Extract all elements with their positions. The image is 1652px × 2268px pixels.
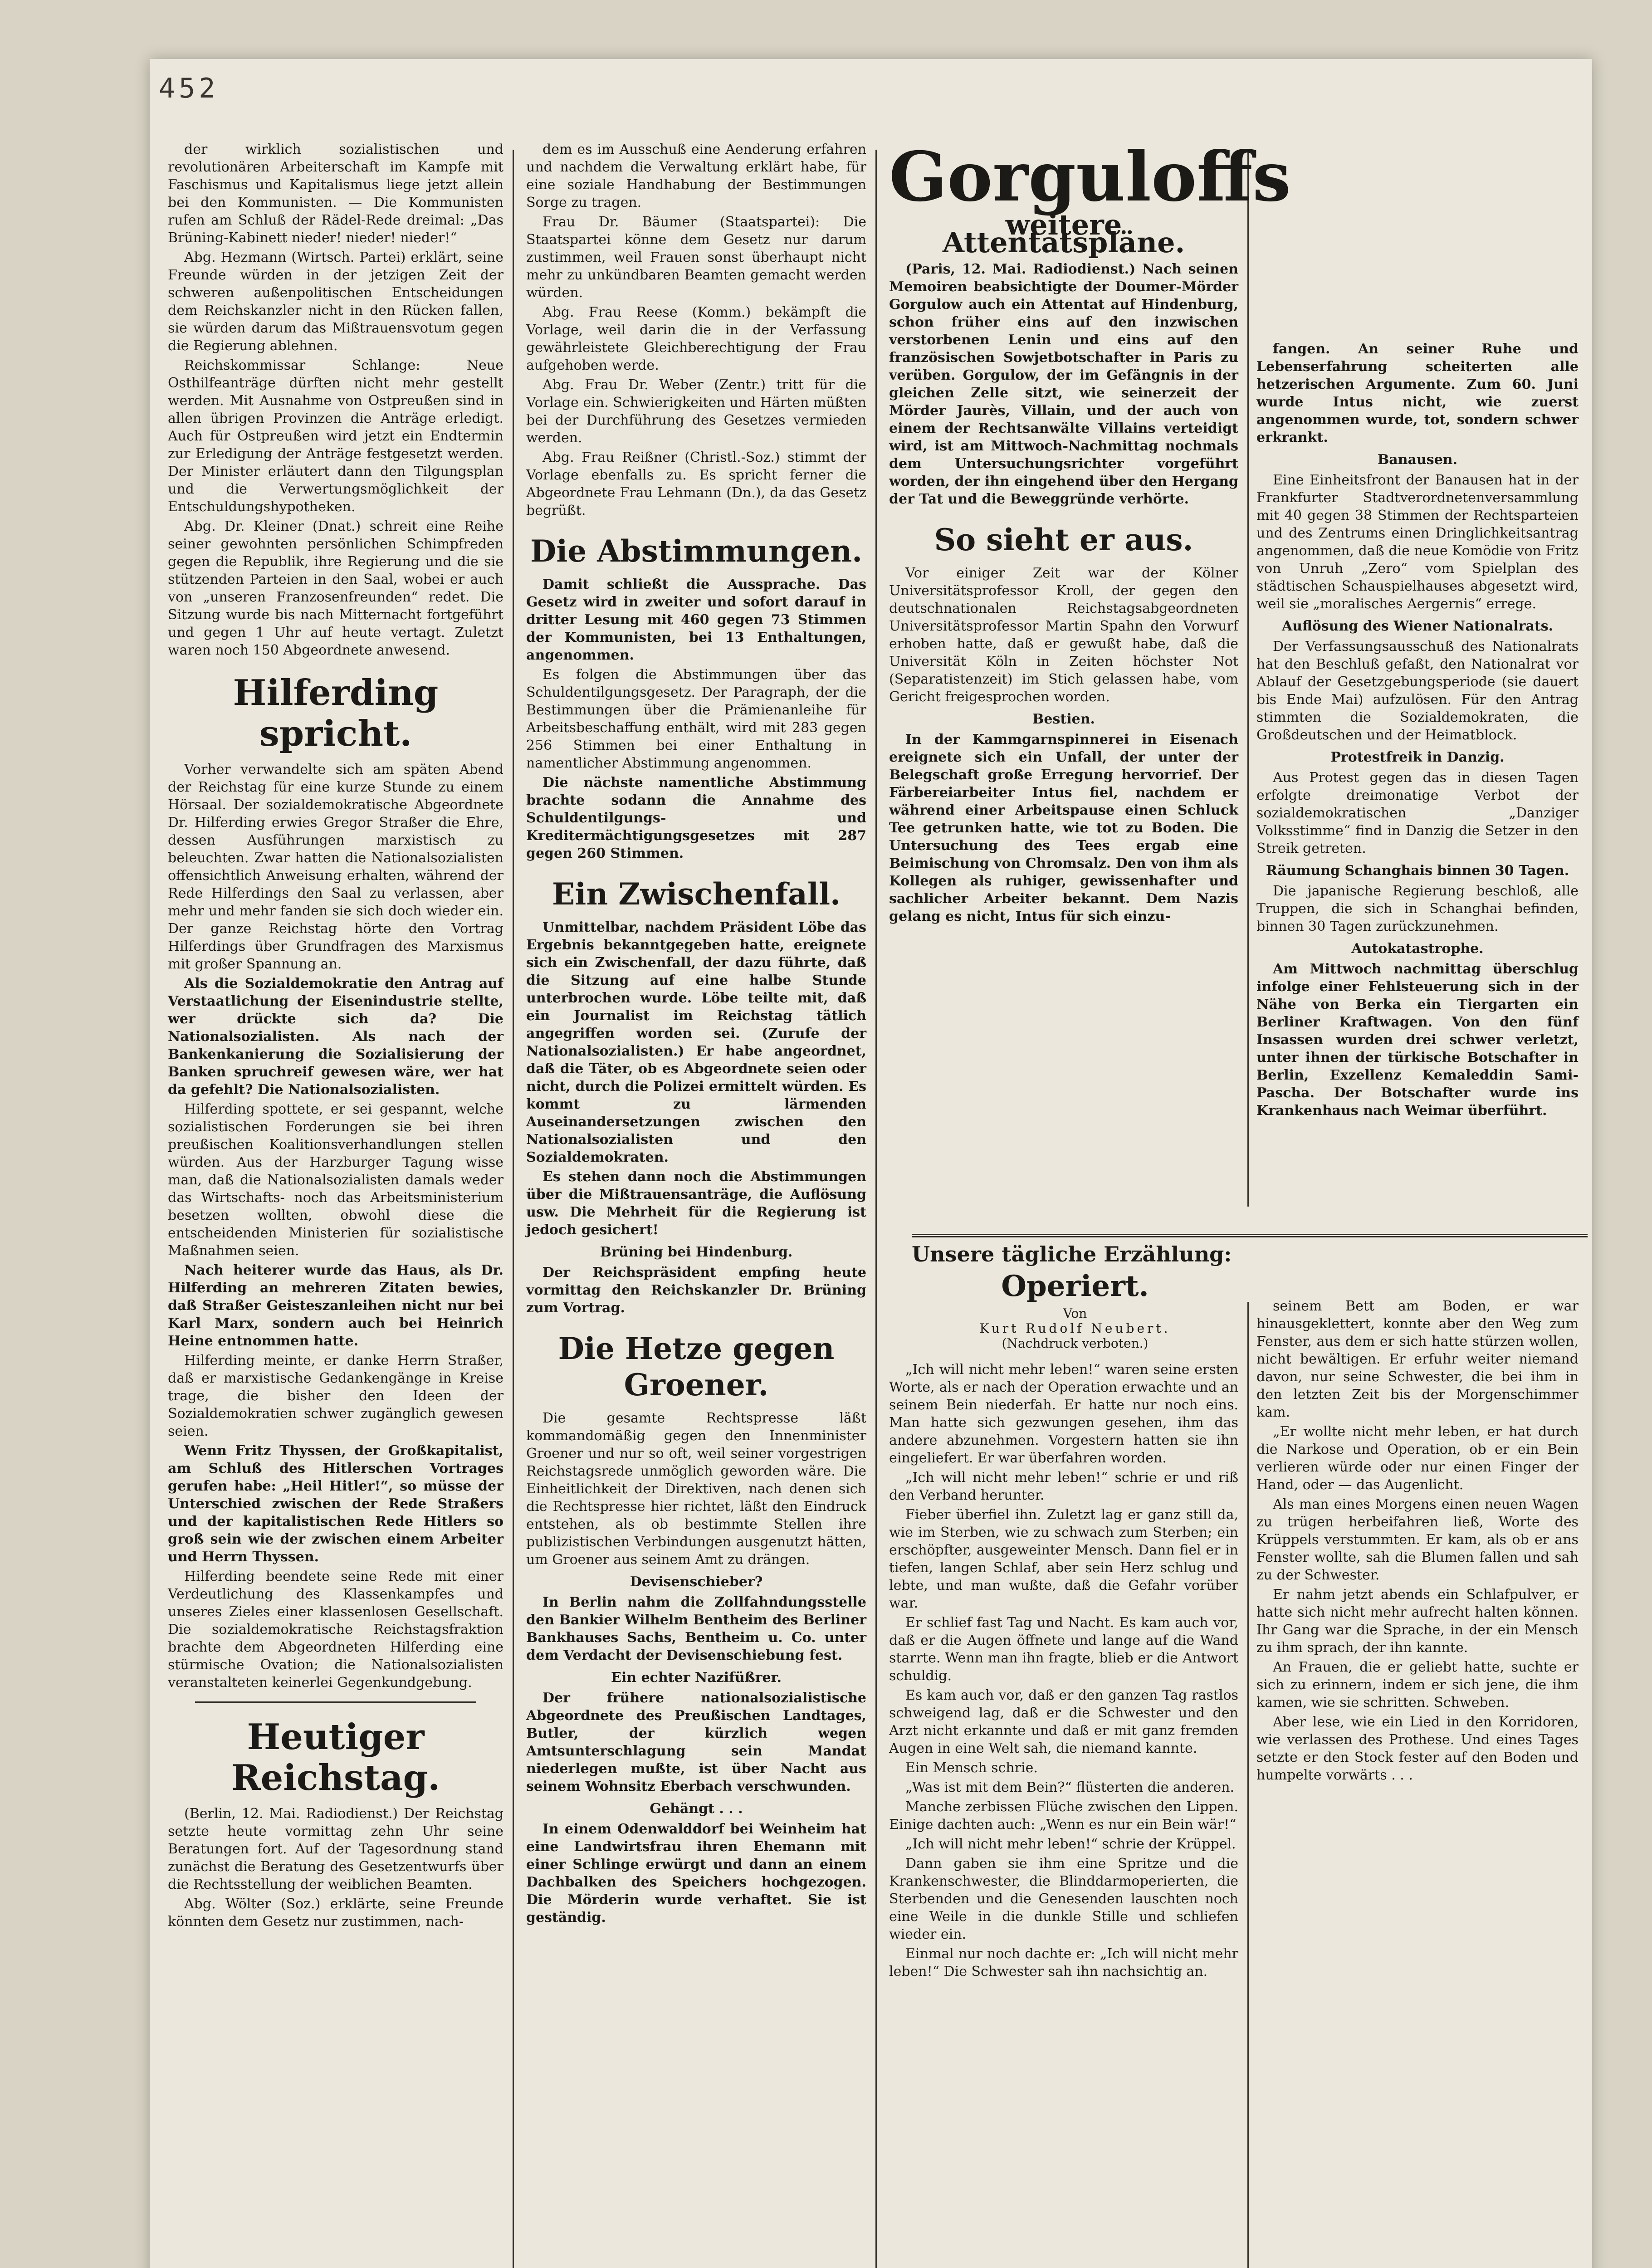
column-1 — [168, 141, 503, 1932]
headline-hilferding: Hilferding spricht. — [233, 672, 439, 754]
headline-so-sieht-er-aus: So sieht er aus. — [934, 522, 1193, 557]
paragraph: Damit schließt die Aussprache. Das Gesetz wird in zweiter und sofort darauf in dritter Lesung mit 460 gegen 73 Stimmen der Kommunisten, bei 13 Enthaltungen, angenommen. — [526, 577, 866, 663]
paragraph: Als man eines Morgens einen neuen Wagen zu trügen herbeifahren ließ, Worte des Krüppels verstummten. Er kam, als ob er ans Fenster wollte, sah die Blumen fallen und sah zu der Schwester. — [1256, 1496, 1579, 1583]
paragraph: Einmal nur noch dachte er: „Ich will nicht mehr leben!“ Die Schwester sah ihn nachsichtig an. — [889, 1946, 1238, 1980]
subheading: Räumung Schanghais binnen 30 Tagen. — [1266, 863, 1569, 879]
subheading: Ein echter Nazifüßrer. — [611, 1670, 782, 1686]
headline-abstimmungen: Die Abstimmungen. — [530, 533, 863, 569]
paragraph: Abg. Frau Reese (Komm.) bekämpft die Vorlage, weil darin die in der Verfassung gewährleistete Gleichberechtigung der Frau aufgehoben werde. — [526, 304, 866, 373]
paragraph: Er nahm jetzt abends ein Schlafpulver, er hatte sich nicht mehr aufrecht halten können. Ihr Gang war die Sprache, in der ein Mensch zu ihm sprach, der ihn kannte. — [1256, 1587, 1579, 1656]
paragraph: „Er wollte nicht mehr leben, er hat durch die Narkose und Operation, ob er ein Bein verlieren würde oder nur einen Finger der Hand, oder — das Augenlicht. — [1256, 1424, 1579, 1493]
paragraph: dem es im Ausschuß eine Aenderung erfahren und nachdem die Verwaltung erklärt habe, für eine soziale Handhabung der Bestimmungen Sorge zu tragen. — [526, 142, 866, 210]
column-4 — [1256, 340, 1579, 1225]
subheading: Autokatastrophe. — [1351, 941, 1484, 957]
subheadline-attentatsplaene: weitere Attentatspläne. — [942, 208, 1185, 259]
paragraph: „Ich will nicht mehr leben!“ waren seine ersten Worte, als er nach der Operation erwachte und an seinem Bein niederfah. Er hatte nur noch eins. Man hatte sich gezwungen gesehen, ihm das andere abzunehmen. Vorgestern hatten sie ihn eingeliefert. Er war überfahren worden. — [889, 1362, 1238, 1466]
paragraph: Manche zerbissen Flüche zwischen den Lippen. Einige dachten auch: „Wenn es nur ein Bein wär!“ — [889, 1799, 1238, 1833]
paragraph: Hilferding meinte, er danke Herrn Straßer, daß er marxistische Gedankengänge in Kreise trage, die bisher den Ideen der Sozialdemokratien schwer zugänglich gewesen seien. — [168, 1353, 503, 1439]
paragraph: Aber lese, wie ein Lied in den Korridoren, wie verlassen des Prothese. Und eines Tages setzte er den Stock fester auf den Boden und humpelte vorwärts . . . — [1256, 1714, 1579, 1783]
subheading: Protestfreik in Danzig. — [1330, 749, 1505, 765]
paragraph: (Paris, 12. Mai. Radiodienst.) Nach seinen Memoiren beabsichtigte der Doumer-Mörder Gorgulow auch ein Attentat auf Hindenburg, schon früher eins auf den inzwischen verstorbenen Lenin und eins auf den französischen Sowjetbotschafter in Paris zu verüben. Gorgulow, der im Gefängnis in der gleichen Zelle sitzt, wie seinerzeit der Mörder Jaurès, Villain, und der auch von einem der Rechtsanwälte Villains verteidigt wird, ist am Mittwoch-Nachmittag nochmals dem Untersuchungsrichter vorgeführt worden, der ihn eingehend über den Hergang der Tat und die Beweggründe verhörte. — [889, 261, 1238, 507]
headline-groener: Die Hetze gegen Groener. — [558, 1331, 835, 1403]
paragraph: Nach heiterer wurde das Haus, als Dr. Hilferding an mehreren Zitaten bewies, daß Straßer Geisteszanleihen nicht nur bei Karl Marx, sondern auch bei Heinrich Heine entnommen hatte. — [168, 1262, 503, 1349]
paragraph: Als die Sozialdemokratie den Antrag auf Verstaatlichung der Eisenindustrie stellte, wer drückte sich da? Die Nationalsozialisten. Als nach der Bankenkanierung die Sozialisierung der Banken spruchreif gewesen wäre, wer hat da gefehlt? Die Nationalsozialisten. — [168, 976, 503, 1098]
column-divider — [875, 150, 877, 2268]
paragraph: „Was ist mit dem Bein?“ flüsterten die anderen. — [905, 1779, 1235, 1795]
paragraph: Am Mittwoch nachmittag überschlug infolge einer Fehlsteuerung sich in der Nähe von Berka ein Tiergarten ein Berliner Kraftwagen. Von den fünf Insassen wurden drei schwer verletzt, unter ihnen der türkische Botschafter in Berlin, Exzellenz Kemaleddin Sami-Pascha. Der Botschafter wurde ins Krankenhaus nach Weimar überführt. — [1256, 961, 1579, 1119]
paragraph: Die nächste namentliche Abstimmung brachte sodann die Annahme des Schuldentilgungs- und Kreditermächtigungsgesetzes mit 287 gegen 260 Stimmen. — [526, 775, 866, 861]
serial-column-2 — [1256, 1297, 1579, 2268]
headline-reichstag: Heutiger Reichstag. — [231, 1716, 440, 1799]
serial-column-1 — [889, 1361, 1238, 2268]
paragraph: Abg. Wölter (Soz.) erklärte, seine Freunde könnten dem Gesetz nur zustimmen, nach- — [168, 1896, 503, 1930]
serial-note: (Nachdruck verboten.) — [1002, 1336, 1149, 1351]
paragraph: der wirklich sozialistischen und revolutionären Arbeiterschaft im Kampfe mit Faschismus und Kapitalismus liege jetzt allein bei den Kommunisten. — Die Kommunisten rufen am Schluß der Rädel-Rede dreimal: „Das Brüning-Kabinett nieder! nieder! nieder!“ — [168, 142, 503, 246]
paragraph: Abg. Dr. Kleiner (Dnat.) schreit eine Reihe seiner gewohnten persönlichen Schimpfreden gegen die Republik, ihre Regierung und die sie stützenden Parteien in den Saal, wobei er auch von „unseren Franzosenfreunden“ redet. Die Sitzung wurde bis nach Mitternacht fortgeführt und gegen 1 Uhr auf heute vertagt. Zuletzt waren noch 150 Abgeordnete anwesend. — [168, 518, 503, 658]
paragraph: Der Reichspräsident empfing heute vormittag den Reichskanzler Dr. Brüning zum Vortrag. — [526, 1265, 866, 1316]
subheading: Bestien. — [1032, 711, 1095, 727]
column-divider — [1247, 1302, 1249, 2268]
paragraph: Wenn Fritz Thyssen, der Großkapitalist, am Schluß des Hitlerschen Vortrages gerufen habe: „Heil Hitler!“, so müsse der Unterschied zwischen der Rede Straßers und der kapitalistischen Rede Hitlers so groß sein wie der zwischen einem Arbeiter und Herrn Thyssen. — [168, 1443, 503, 1565]
paragraph: In einem Odenwalddorf bei Weinheim hat eine Landwirtsfrau ihren Ehemann mit einer Schlinge erwürgt und dann an einem Dachbalken des Speichers hochgezogen. Die Mörderin wurde verhaftet. Sie ist geständig. — [526, 1821, 866, 1926]
headline-zwischenfall: Ein Zwischenfall. — [552, 876, 841, 912]
headline-gorguloffs: Gorguloffs — [889, 137, 1291, 217]
paragraph: „Ich will nicht mehr leben!“ schrie der Krüppel. — [905, 1836, 1236, 1852]
paragraph: Es kam auch vor, daß er den ganzen Tag rastlos schweigend lag, daß er die Schwester und den Arzt nicht erkannte und daß er mit ganz fremden Augen in eine Welt sah, die niemand kannte. — [889, 1687, 1238, 1756]
subheading: Auflösung des Wiener Nationalrats. — [1281, 618, 1554, 634]
paragraph: fangen. An seiner Ruhe und Lebenserfahrung scheiterten alle hetzerischen Argumente. Zum 60. Juni wurde Intus nicht, wie zuerst angenommen wurde, tot, sondern schwer erkrankt. — [1256, 341, 1579, 445]
serial-label: Unsere tägliche Erzählung: — [912, 1242, 1232, 1266]
paragraph: Eine Einheitsfront der Banausen hat in der Frankfurter Stadtverordnetenversammlung mit 40 gegen 38 Stimmen der Rechtsparteien und des Zentrums einen Dringlichkeitsantrag angenommen, daß die neue Komödie von Fritz von Unruh „Zero“ vom Spielplan des städtischen Schauspielhauses abgesetzt wird, weil sie „moralisches Aergernis“ errege. — [1256, 472, 1579, 612]
paragraph: Hilferding beendete seine Rede mit einer Verdeutlichung des Klassenkampfes und unseres Zieles einer klassenlosen Gesellschaft. Die sozialdemokratische Reichstagsfraktion brachte dem Abgeordneten Hilferding eine stürmische Ovation; die Nationalsozialisten veranstalteten keinerlei Gegenkundgebung. — [168, 1569, 503, 1691]
serial-author: Kurt Rudolf Neubert. — [979, 1321, 1171, 1336]
paragraph: Der frühere nationalsozialistische Abgeordnete des Preußischen Landtages, Butler, der kürzlich wegen Amtsunterschlagung sein Mandat niederlegen mußte, ist über Nacht aus seinem Wohnsitz Eberbach verschwunden. — [526, 1690, 866, 1794]
newspaper-page — [150, 59, 1592, 2268]
column-divider — [1247, 150, 1249, 1207]
paragraph: Die gesamte Rechtspresse läßt kommandomäßig gegen den Innenminister Groener und nur so oft, weil seiner vorgestrigen Reichstagsrede unmöglich geworden wäre. Die Einheitlichkeit der Direktiven, nach denen sich die Rechtspresse hier richtet, läßt den Eindruck entstehen, als ob bestimmte Stellen ihre publizistischen Verbindungen ausgenutzt hätten, um Groener aus seinem Amt zu drängen. — [526, 1410, 866, 1568]
column-divider — [513, 150, 514, 2268]
paragraph: (Berlin, 12. Mai. Radiodienst.) Der Reichstag setzte heute vormittag zehn Uhr seine Beratungen fort. Auf der Tagesordnung stand zunächst die Beratung des Gesetzentwurfs über die Rechtsstellung der weiblichen Beamten. — [168, 1806, 503, 1892]
serial-von: Von — [1063, 1306, 1087, 1321]
paragraph: Abg. Frau Reißner (Christl.-Soz.) stimmt der Vorlage ebenfalls zu. Es spricht ferner die Abgeordnete Frau Lehmann (Dn.), da das Gesetz begrüßt. — [526, 450, 866, 518]
paragraph: Ein Mensch schrie. — [905, 1760, 1038, 1776]
paragraph: Es folgen die Abstimmungen über das Schuldentilgungsgesetz. Der Paragraph, der die Bestimmungen über die Prämienanleihe für Arbeitsbeschaffung enthält, wird mit 283 gegen 256 Stimmen bei einer Enthaltung in namentlicher Abstimmung angenommen. — [526, 667, 866, 771]
paragraph: Es stehen dann noch die Abstimmungen über die Mißtrauensanträge, die Auflösung usw. Die Mehrheit für die Regierung ist jedoch gesichert! — [526, 1169, 866, 1238]
page-number: 452 — [159, 73, 219, 104]
paragraph: In Berlin nahm die Zollfahndungsstelle den Bankier Wilhelm Bentheim des Berliner Bankhauses Sachs, Bentheim u. Co. unter dem Verdacht der Devisenschiebung fest. — [526, 1594, 866, 1663]
paragraph: Reichskommissar Schlange: Neue Osthilfeanträge dürften nicht mehr gestellt werden. Mit Ausnahme von Ostpreußen sind in allen übrigen Provinzen die Anträge erledigt. Auch für Ostpreußen wird jetzt ein Endtermin zur Erledigung der Anträge festgesetzt werden. Der Minister erläutert dann den Tilgungsplan und die Verwertungsmöglichkeit der Entschuldungshypotheken. — [168, 357, 503, 515]
paragraph: Frau Dr. Bäumer (Staatspartei): Die Staatspartei könne dem Gesetz nur darum zustimmen, weil Frauen sonst überhaupt nicht mehr zu unkündbaren Beamten gemacht werden würden. — [526, 214, 866, 301]
paragraph: Die japanische Regierung beschloß, alle Truppen, die sich in Schanghai befinden, binnen 30 Tagen zurückzunehmen. — [1256, 883, 1579, 934]
column-2 — [526, 141, 866, 1928]
paragraph: An Frauen, die er geliebt hatte, suchte er sich zu erinnern, indem er sich jene, die ihm kamen, wie sie schritten. Schweben. — [1256, 1659, 1579, 1711]
paragraph: In der Kammgarnspinnerei in Eisenach ereignete sich ein Unfall, der unter der Belegschaft große Erregung hervorrief. Der Färbereiarbeiter Intus fiel, nachdem er während einer Arbeitspause einen Schluck Tee getrunken hatte, wie tot zu Boden. Die Untersuchung des Tees ergab eine Beimischung von Chromsalz. Den von ihm als Kollegen als ruhiger, gewissenhafter und sachlicher Arbeiter bekannt. Dem Nazis gelang es nicht, Intus für sich einzu- — [889, 732, 1238, 924]
paragraph: Unmittelbar, nachdem Präsident Löbe das Ergebnis bekanntgegeben hatte, ereignete sich ein Zwischenfall, der dazu führte, daß die Sitzung auf eine halbe Stunde unterbrochen wurde. Löbe teilte mit, daß ein Journalist im Reichstag tätlich angegriffen worden sei. (Zurufe der Nationalsozialisten.) Er habe angeordnet, daß die Täter, ob es Abgeordnete seien oder nicht, durch die Polizei ermittelt würden. Es kommt zu lärmenden Auseinandersetzungen zwischen den Nationalsozialisten und den Sozialdemokraten. — [526, 919, 866, 1165]
paragraph: Vorher verwandelte sich am späten Abend der Reichstag für eine kurze Stunde zu einem Hörsaal. Der sozialdemokratische Abgeordnete Dr. Hilferding erwies Gregor Straßer die Ehre, dessen Ausführungen marxistisch zu beleuchten. Zwar hatten die Nationalsozialisten offensichtlich Anweisung erhalten, während der Rede Hilferdings den Saal zu verlassen, aber mehr und mehr fanden sie sich doch wieder ein. Der ganze Reichstag hörte den Vortrag Hilferdings über Grundfragen des Marxismus mit großer Spannung an. — [168, 762, 503, 972]
paragraph: seinem Bett am Boden, er war hinausgeklettert, konnte aber den Weg zum Fenster, aus dem er sich hatte stürzen wollen, nicht bewältigen. Er erfuhr weiter niemand davon, nur seine Schwester, die bei ihm in den letzten Zeit bis der Morgenschimmer kam. — [1256, 1298, 1579, 1420]
subheading: Gehängt . . . — [650, 1801, 743, 1817]
paragraph: Vor einiger Zeit war der Kölner Universitätsprofessor Kroll, der gegen den deutschnationalen Reichstagsabgeordneten Universitätsprofessor Martin Spahn den Vorwurf erhoben hatte, daß er gewußt habe, daß die Universität Köln in Zeiten höchster Not (Separatistenzeit) im Stich gelassen habe, vom Gericht freigesprochen worden. — [889, 565, 1238, 705]
paragraph: Er schlief fast Tag und Nacht. Es kam auch vor, daß er die Augen öffnete und lange auf die Wand starrte. Wenn man ihn fragte, blieb er die Antwort schuldig. — [889, 1615, 1238, 1684]
divider — [195, 1701, 476, 1703]
paragraph: „Ich will nicht mehr leben!“ schrie er und riß den Verband herunter. — [889, 1470, 1238, 1503]
paragraph: Fieber überfiel ihn. Zuletzt lag er ganz still da, wie im Sterben, wie zu schwach zum Sterben; ein erschöpfter, ausgeweinter Mensch. Dann fiel er in tiefen, langen Schlaf, aber sein Herz schlug und lebte, und man wußte, daß die Gefahr vorüber war. — [889, 1507, 1238, 1611]
paragraph: Hilferding spottete, er sei gespannt, welche sozialistischen Forderungen sie bei ihren preußischen Koalitionsverhandlungen stellen würden. Aus der Harzburger Tagung wisse man, daß die Nationalsozialisten damals weder das Wirtschafts- noch das Arbeitsministerium besetzen wollten, obwohl diese die entscheidenden Ministerien für sozialistische Maßnahmen seien. — [168, 1101, 503, 1259]
paragraph: Der Verfassungsausschuß des Nationalrats hat den Beschluß gefaßt, den Nationalrat vor Ablauf der Gesetzgebungsperiode (sie dauert bis Ende Mai) aufzulösen. Für den Antrag stimmten die Sozialdemokraten, die Großdeutschen und der Heimatblock. — [1256, 639, 1579, 743]
paragraph: Abg. Frau Dr. Weber (Zentr.) tritt für die Vorlage ein. Schwierigkeiten und Härten müßten bei der Durchführung des Gesetzes vermieden werden. — [526, 377, 866, 446]
paragraph: Abg. Hezmann (Wirtsch. Partei) erklärt, seine Freunde würden in der jetzigen Zeit der schweren außenpolitischen Entscheidungen dem Reichskanzler nicht in den Rücken fallen, sie würden darum das Mißtrauensvotum gegen die Regierung ablehnen. — [168, 249, 503, 354]
paragraph: Dann gaben sie ihm eine Spritze und die Krankenschwester, die Blinddarmoperierten, die Sterbenden und die Genesenden lauschten noch eine Weile in die dunkle Stille und schliefen wieder ein. — [889, 1856, 1238, 1942]
subheading: Devisenschieber? — [630, 1574, 763, 1590]
subheading: Banausen. — [1377, 452, 1458, 468]
column-3 — [889, 136, 1291, 1216]
subheading: Brüning bei Hindenburg. — [600, 1244, 793, 1260]
paragraph: Aus Protest gegen das in diesen Tagen erfolgte dreimonatige Verbot der sozialdemokratischen „Danziger Volksstimme“ find in Danzig die Setzer in den Streik getreten. — [1256, 770, 1579, 856]
serial-title: Operiert. — [1001, 1269, 1149, 1303]
